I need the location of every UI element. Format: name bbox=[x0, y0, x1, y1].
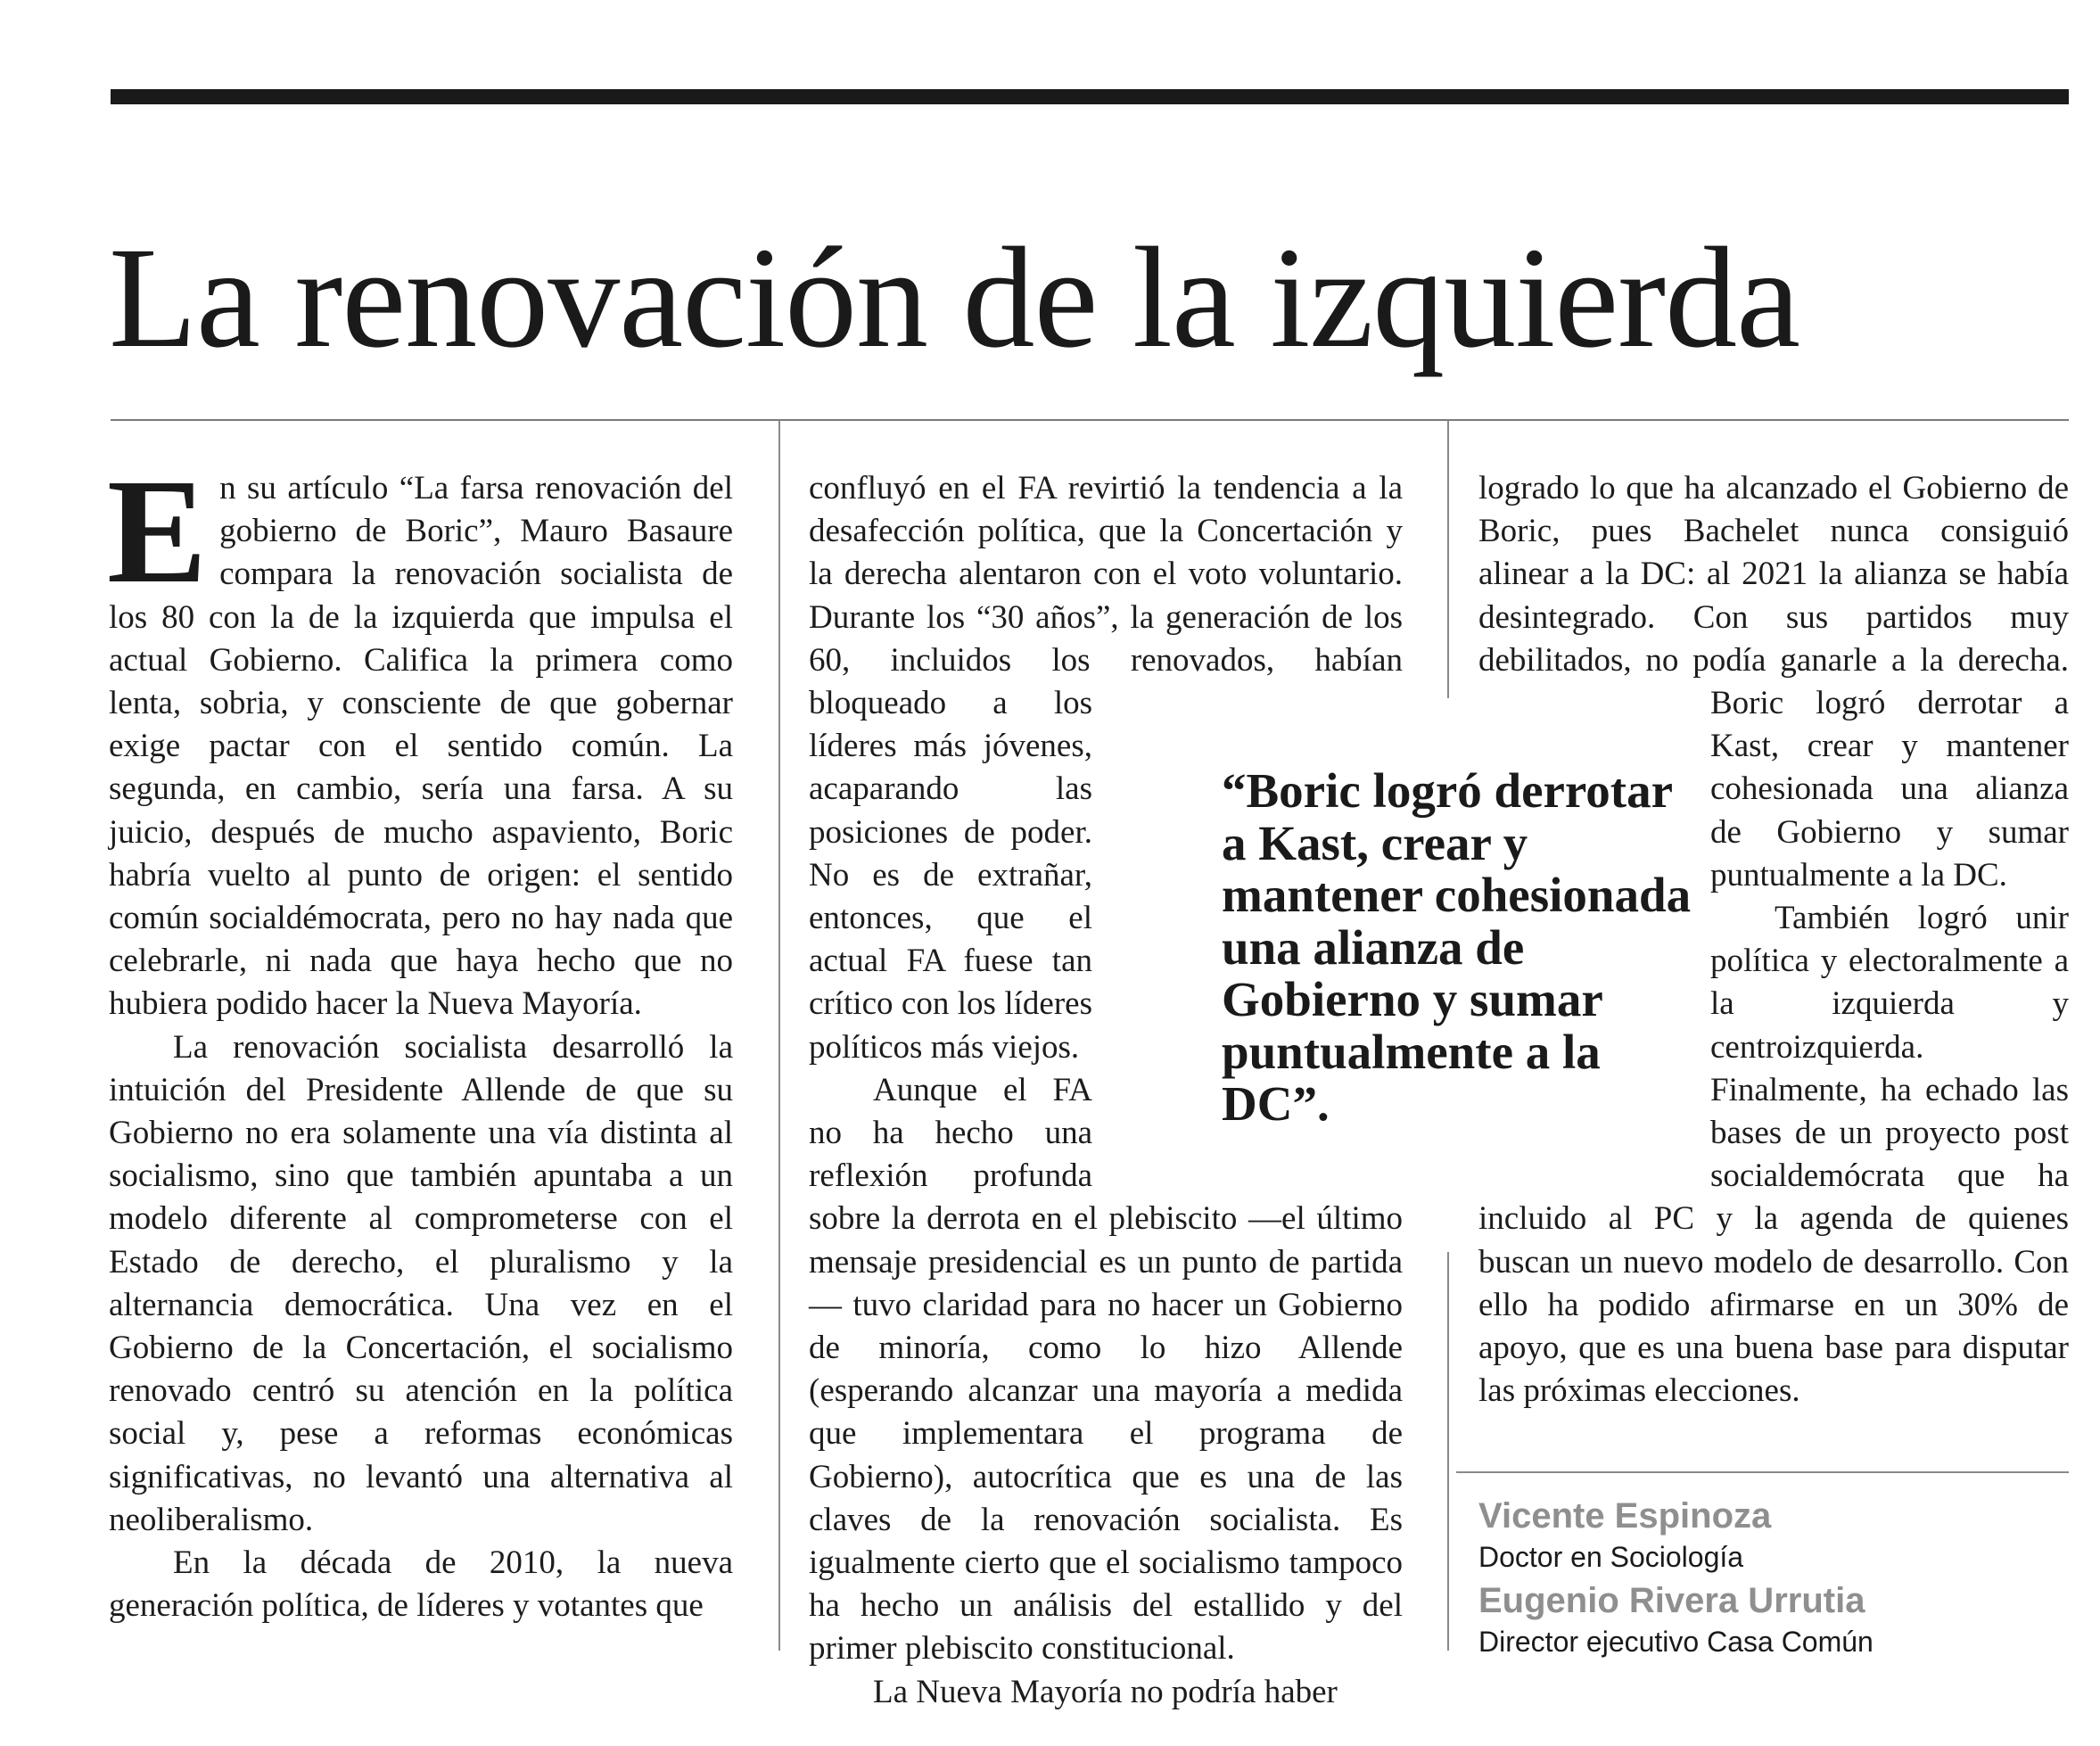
article-column-1 bbox=[107, 449, 733, 1627]
paragraph-1 bbox=[107, 449, 733, 1026]
pull-quote: “Boric logró derrotar a Kast, crear y mantener cohesionada una alianza de Gobierno y sumar puntualmente a la DC”. bbox=[1222, 763, 1692, 1131]
paragraph-6: La Nueva Mayoría no podría haber bbox=[873, 1673, 1338, 1710]
column-divider-1 bbox=[778, 420, 780, 1651]
paragraph-5: Aunque el FA no ha hecho una reflexión profunda sobre la derrota en el plebiscito —el último mensaje presidencial es un punto de partida— tuvo claridad para no hacer un Gobierno de minoría, como lo hizo Allende (esperando alcanzar una mayoría a medida que implementara el programa de Gobierno), autocrítica que es una de las claves de la renovación socialista. Es igualmente cierto que el socialismo tampoco ha hecho un análisis del estallido y del primer plebiscito constitucional. bbox=[809, 1071, 1403, 1668]
signature-divider bbox=[1456, 1471, 2069, 1473]
column-divider-2b bbox=[1447, 1252, 1449, 1651]
paragraph-8: También logró unir política y electoralmente a la izquierda y centroizquierda. Finalmente, ha echado las bases de un proyecto post socialdemócrata que ha incluido al PC y la agenda de quienes buscan un nuevo modelo de desarrollo. Con ello ha podido afirmarse en un 30% de apoyo, que es una buena base para disputar las próximas elecciones. bbox=[1478, 900, 2069, 1410]
drop-cap: E bbox=[107, 449, 208, 614]
headline-divider bbox=[111, 419, 2069, 421]
column-divider-2a bbox=[1447, 420, 1449, 698]
author-title: Doctor en Sociología bbox=[1478, 1541, 1744, 1573]
top-rule bbox=[111, 89, 2069, 104]
paragraph-3: En la década de 2010, la nueva generación política, de líderes y votantes que bbox=[109, 1544, 733, 1625]
author-name: Eugenio Rivera Urrutia bbox=[1478, 1581, 1865, 1620]
paragraph-4: confluyó en el FA revirtió la tendencia a la desafección política, que la Concertación y la derecha alentaron con el voto voluntario. Durante los “30 años”, la generación de los 60, incluidos los renovados, habían bloqueado a los líderes más jóvenes, acaparando las posiciones de poder. No es de extrañar, entonces, que el actual FA fuese tan crítico con los líderes políticos más viejos. bbox=[809, 470, 1403, 1066]
paragraph-7: logrado lo que ha alcanzado el Gobierno de Boric, pues Bachelet nunca consiguió alinear a la DC: al 2021 la alianza se había desintegrado. Con sus partidos muy debilitados, no podía ganarle a la derecha. Boric logró derrotar a Kast, crear y mantener cohesionada una alianza de Gobierno y sumar puntualmente a la DC. bbox=[1478, 470, 2069, 894]
paragraph-1-text: n su artículo “La farsa renovación del gobierno de Boric”, Mauro Basaure compara la renovación socialista de los 80 con la de la izquierda que impulsa el actual Gobierno. Califica la primera como lenta, sobria, y consciente de que gobernar exige pactar con el sentido común. La segunda, en cambio, sería una farsa. A su juicio, después de mucho aspaviento, Boric habría vuelto al punto de origen: el sentido común socialdémocrata, pero no hay nada que celebrarle, ni nada que haya hecho que no hubiera podido hacer la Nueva Mayoría. bbox=[109, 470, 733, 1023]
paragraph-2: La renovación socialista desarrolló la intuición del Presidente Allende de que su Gobierno no era solamente una vía distinta al socialismo, sino que también apuntaba a un modelo diferente al comprometerse con el Estado de derecho, el pluralismo y la alternancia democrática. Una vez en el Gobierno de la Concertación, el socialismo renovado centró su atención en la política social y, pese a reformas económicas significativas, no levantó una alternativa al neoliberalismo. bbox=[109, 1028, 733, 1538]
author-name: Vicente Espinoza bbox=[1478, 1496, 1772, 1536]
author-title: Director ejecutivo Casa Común bbox=[1478, 1626, 1874, 1658]
article-headline: La renovación de la izquierda bbox=[109, 218, 1800, 378]
article-column-3 bbox=[1478, 467, 2069, 1412]
